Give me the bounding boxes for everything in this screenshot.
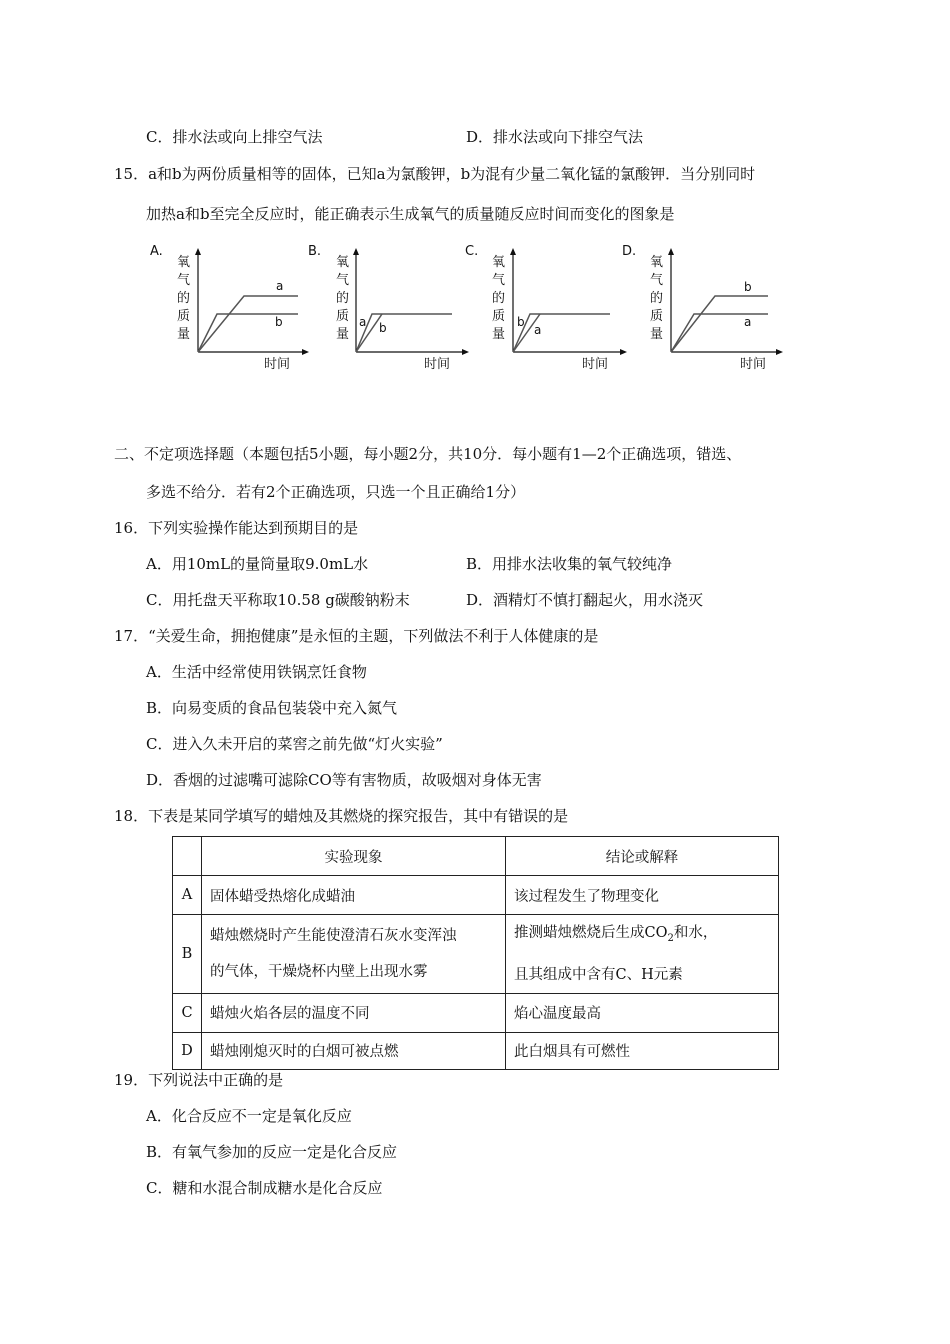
svg-text:气: 气 (492, 273, 506, 288)
q19-option-c: C．糖和水混合制成糖水是化合反应 (146, 1179, 383, 1197)
row-conclusion: 此白烟具有可燃性 (506, 1032, 779, 1069)
table-row (173, 915, 779, 994)
graph-a (146, 244, 296, 374)
svg-text:量: 量 (650, 327, 664, 342)
graph-a-letter: A. (150, 244, 163, 259)
graph-c-label-left: b (517, 315, 525, 329)
graph-a-y-arrow (195, 248, 201, 255)
row-conclusion-line1: 推测蜡烛燃烧后生成$CO_2$和水， (514, 925, 718, 944)
row-conclusion (506, 915, 779, 994)
q16-option-d: D．酒精灯不慎打翻起火，用水浇灭 (466, 591, 704, 609)
q14-option-d: D．排水法或向下排空气法 (466, 128, 644, 146)
row-phenomenon (202, 915, 506, 994)
svg-text:量: 量 (177, 327, 191, 342)
q17-option-d: D．香烟的过滤嘴可滤除CO等有害物质，故吸烟对身体无害 (146, 771, 542, 789)
graph-a-label-lower: b (275, 315, 283, 329)
section2-heading-line2: 多选不给分．若有2个正确选项，只选一个且正确给1分） (146, 483, 526, 501)
row-phenomenon: 蜡烛刚熄灭时的白烟可被点燃 (202, 1032, 506, 1069)
svg-text:氧: 氧 (336, 255, 350, 270)
graph-d-label-upper: b (744, 280, 752, 294)
graph-b-letter: B. (308, 244, 322, 259)
q19-option-b: B．有氧气参加的反应一定是化合反应 (146, 1143, 398, 1161)
svg-text:的: 的 (492, 291, 506, 306)
q19-stem: 19．下列说法中正确的是 (114, 1071, 284, 1089)
graph-b-y-arrow (353, 248, 359, 255)
table-header-row (173, 837, 779, 876)
svg-text:质: 质 (492, 309, 506, 324)
q16-option-c: C．用托盘天平称取10.58 g碳酸钠粉末 (146, 591, 410, 609)
graph-d-x-arrow (776, 349, 783, 355)
row-key: B (173, 915, 202, 994)
graph-b-label-right: b (379, 321, 387, 335)
graph-c-y-arrow (510, 248, 516, 255)
row-key: A (173, 876, 202, 915)
row-conclusion: 该过程发生了物理变化 (506, 876, 779, 915)
row-phenomenon: 固体蜡受热熔化成蜡油 (202, 876, 506, 915)
graph-c-xlabel: 时间 (582, 357, 609, 372)
q17-option-a: A．生活中经常使用铁锅烹饪食物 (146, 663, 367, 681)
svg-text:氧: 氧 (492, 255, 506, 270)
row-key: D (173, 1032, 202, 1069)
q16-stem: 16．下列实验操作能达到预期目的是 (114, 519, 359, 537)
q16-option-b: B．用排水法收集的氧气较纯净 (466, 555, 673, 573)
graph-d-y-arrow (668, 248, 674, 255)
table-row (173, 993, 779, 1032)
q19-option-a: A．化合反应不一定是氧化反应 (146, 1107, 352, 1125)
svg-text:质: 质 (650, 309, 664, 324)
graph-d-label-lower: a (744, 315, 752, 329)
graph-b-label-left: a (359, 315, 367, 329)
graph-a-label-upper: a (276, 279, 284, 293)
graph-b (306, 244, 456, 374)
table-header-empty (173, 837, 202, 876)
table-row (173, 1032, 779, 1069)
svg-text:的: 的 (336, 291, 350, 306)
svg-text:氧: 氧 (650, 255, 664, 270)
graph-c-ylabel (492, 255, 505, 342)
row-conclusion: 焰心温度最高 (506, 993, 779, 1032)
graph-d-xlabel: 时间 (740, 357, 767, 372)
graph-a-curve-a (198, 296, 298, 352)
svg-text:气: 气 (336, 273, 350, 288)
graph-c-label-right: a (534, 323, 542, 337)
graph-b-xlabel: 时间 (424, 357, 451, 372)
row-phenomenon: 蜡烛火焰各层的温度不同 (202, 993, 506, 1032)
svg-text:的: 的 (650, 291, 664, 306)
svg-text:气: 气 (650, 273, 664, 288)
graph-b-curve-a (356, 314, 452, 352)
svg-text:量: 量 (336, 327, 350, 342)
table-header-conclusion: 结论或解释 (506, 837, 779, 876)
svg-text:氧: 氧 (177, 255, 191, 270)
svg-text:气: 气 (177, 273, 191, 288)
row-phenomenon-line1: 蜡烛燃烧时产生能使澄清石灰水变浑浊 (210, 927, 457, 944)
graph-c (464, 244, 614, 374)
graph-d (622, 244, 772, 374)
q17-stem: 17．“关爱生命，拥抱健康”是永恒的主题，下列做法不利于人体健康的是 (114, 627, 599, 645)
graph-b-ylabel (336, 255, 349, 342)
q16-option-a: A．用10mL的量筒量取9.0mL水 (146, 555, 369, 573)
graph-d-letter: D. (622, 244, 637, 259)
graph-c-letter: C. (465, 244, 479, 259)
graph-c-curve-b (513, 314, 610, 352)
svg-text:质: 质 (177, 309, 191, 324)
q17-option-c: C．进入久未开启的菜窖之前先做“灯火实验” (146, 735, 443, 753)
graph-a-ylabel (177, 255, 190, 342)
q17-option-b: B．向易变质的食品包装袋中充入氮气 (146, 699, 398, 717)
svg-text:的: 的 (177, 291, 191, 306)
q15-stem-line2: 加热a和b至完全反应时，能正确表示生成氧气的质量随反应时间而变化的图象是 (146, 205, 675, 223)
q18-stem: 18．下表是某同学填写的蜡烛及其燃烧的探究报告，其中有错误的是 (114, 807, 569, 825)
q14-option-c: C．排水法或向上排空气法 (146, 128, 323, 146)
row-phenomenon-line2: 的气体，干燥烧杯内壁上出现水雾 (210, 963, 428, 980)
table-header-phenomenon: 实验现象 (202, 837, 506, 876)
section2-heading-line1: 二、不定项选择题（本题包括5小题，每小题2分，共10分．每小题有1—2个正确选项，错选、 (114, 445, 742, 463)
row-conclusion-line2: 且其组成中含有C、H元素 (514, 966, 683, 983)
q18-report-table (172, 836, 779, 1070)
row-key: C (173, 993, 202, 1032)
table-row (173, 876, 779, 915)
graph-d-ylabel (650, 255, 663, 342)
svg-text:质: 质 (336, 309, 350, 324)
q15-stem-line1: 15．a和b为两份质量相等的固体，已知a为氯酸钾，b为混有少量二氧化锰的氯酸钾．当分别同时 (114, 165, 756, 183)
graph-a-xlabel: 时间 (264, 357, 291, 372)
graph-d-curve-b (671, 296, 768, 352)
svg-text:量: 量 (492, 327, 506, 342)
